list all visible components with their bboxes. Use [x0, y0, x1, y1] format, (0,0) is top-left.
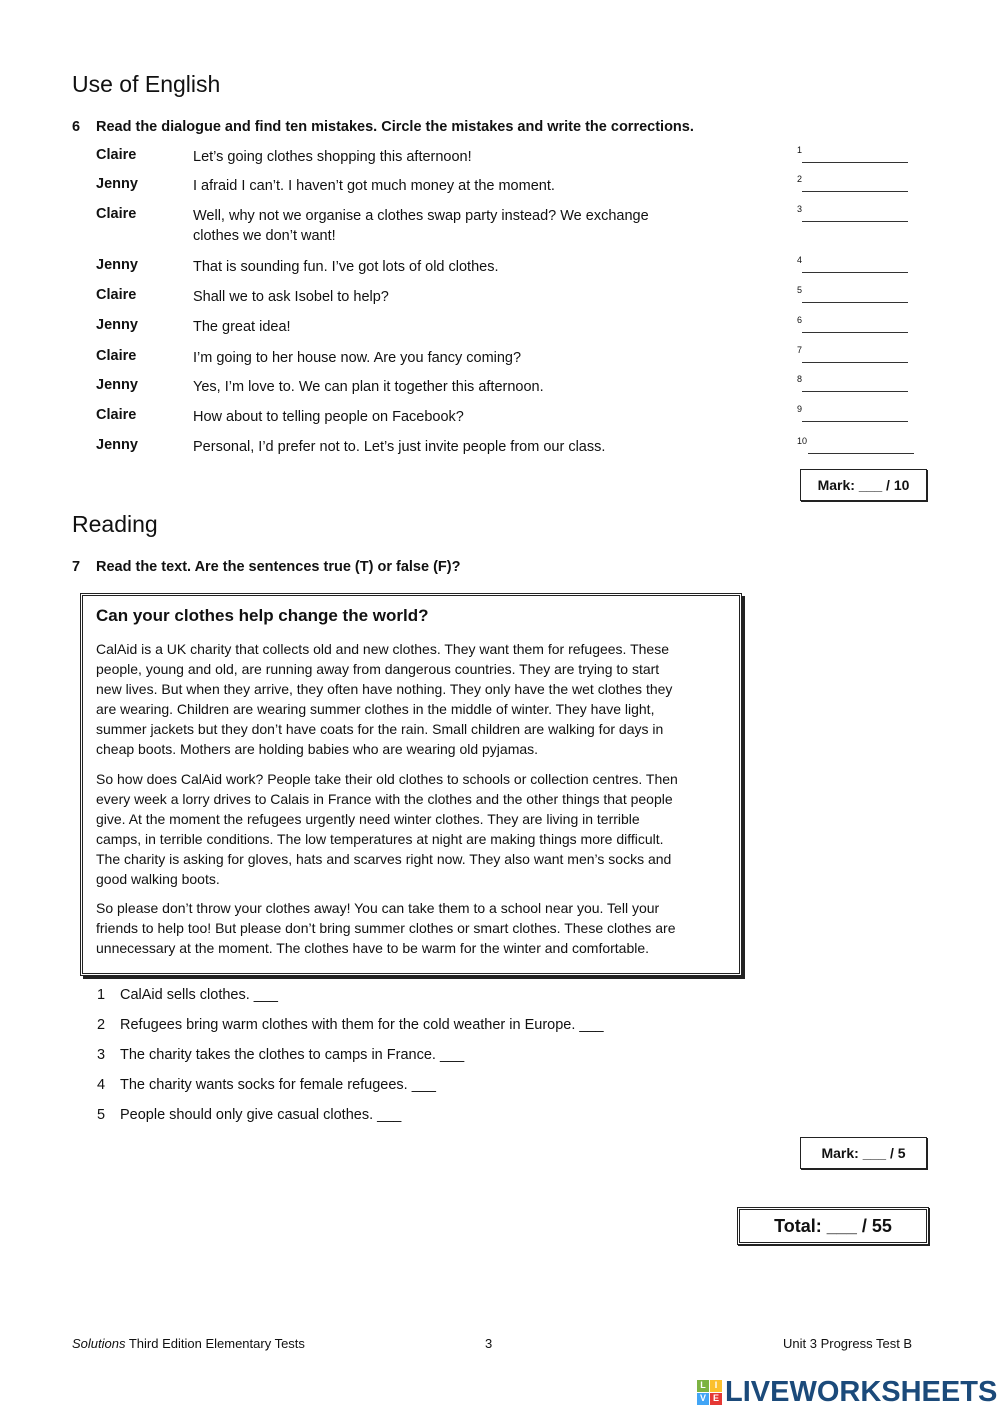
answer-input-line[interactable] — [802, 391, 908, 392]
footer-book-title — [72, 1336, 305, 1351]
total-score-box: Total: ___ / 55 — [737, 1207, 929, 1245]
footer-book-edition: Third Edition Elementary Tests — [125, 1336, 305, 1351]
answer-number: 8 — [797, 374, 803, 384]
answer-input-line[interactable] — [802, 421, 908, 422]
answer-input-line[interactable] — [802, 302, 908, 303]
speaker-name: Jenny — [96, 437, 138, 453]
paragraph-line: CalAid is a UK charity that collects old and new clothes. They want them for refugees. These — [96, 641, 669, 657]
answer-number: 3 — [797, 204, 803, 214]
speaker-name: Jenny — [96, 176, 138, 192]
task-7-number: 7 — [72, 559, 81, 575]
logo-tile: L — [697, 1380, 709, 1392]
answer-number: 10 — [797, 436, 808, 446]
question-number: 3 — [97, 1047, 106, 1063]
logo-tile: V — [697, 1393, 709, 1405]
paragraph-line: So how does CalAid work? People take their old clothes to schools or collection centres. Then — [96, 771, 678, 787]
dialogue-line[interactable]: Well, why not we organise a clothes swap party instead? We exchange — [193, 208, 649, 224]
question-text[interactable]: People should only give casual clothes. ___ — [120, 1107, 402, 1123]
task-6-number: 6 — [72, 119, 81, 135]
answer-input-line[interactable] — [802, 272, 908, 273]
speaker-name: Jenny — [96, 257, 138, 273]
answer-input-line[interactable] — [802, 362, 908, 363]
reading-title: Can your clothes help change the world? — [96, 606, 429, 625]
paragraph-line: friends to help too! But please don’t bring summer clothes or smart clothes. These clothes are — [96, 920, 676, 936]
question-number: 2 — [97, 1017, 106, 1033]
speaker-name: Jenny — [96, 377, 138, 393]
answer-number: 2 — [797, 174, 803, 184]
speaker-name: Claire — [96, 147, 137, 163]
section-heading-reading: Reading — [72, 511, 158, 537]
paragraph-line: summer jackets but they don’t have coats for the rain. Small children are walking for days in — [96, 721, 664, 737]
dialogue-line[interactable]: clothes we don’t want! — [193, 228, 336, 244]
answer-input-line[interactable] — [802, 221, 908, 222]
paragraph-line: new lives. But when they arrive, they often have nothing. They only have the wet clothes they — [96, 681, 673, 697]
paragraph-line: camps, in terrible conditions. The low temperatures at night are making things more difficult. — [96, 831, 664, 847]
dialogue-line[interactable]: That is sounding fun. I’ve got lots of old clothes. — [193, 259, 499, 275]
answer-number: 5 — [797, 285, 803, 295]
logo-text: LIVEWORKSHEETS — [725, 1376, 998, 1408]
answer-number: 7 — [797, 345, 803, 355]
dialogue-line[interactable]: I’m going to her house now. Are you fancy coming? — [193, 350, 522, 366]
paragraph-line: give. At the moment the refugees urgently need winter clothes. They are living in terrible — [96, 811, 640, 827]
paragraph-line: good walking boots. — [96, 871, 220, 887]
answer-number: 4 — [797, 255, 803, 265]
question-text[interactable]: The charity takes the clothes to camps in France. ___ — [120, 1047, 465, 1063]
question-number: 5 — [97, 1107, 106, 1123]
answer-input-line[interactable] — [802, 191, 908, 192]
footer-page-number: 3 — [485, 1336, 493, 1351]
answer-input-line[interactable] — [802, 332, 908, 333]
paragraph-line: So please don’t throw your clothes away! You can take them to a school near you. Tell your — [96, 900, 660, 916]
logo-tile: I — [710, 1380, 722, 1392]
dialogue-line[interactable]: Let’s going clothes shopping this afternoon! — [193, 149, 472, 165]
footer-book-name: Solutions — [72, 1336, 126, 1351]
answer-input-line[interactable] — [808, 453, 914, 454]
paragraph-line: people, young and old, are running away from dangerous countries. They are trying to start — [96, 661, 660, 677]
question-text[interactable]: The charity wants socks for female refugees. ___ — [120, 1077, 436, 1093]
paragraph-line: are wearing. Children are wearing summer clothes in the middle of winter. They have light, — [96, 701, 655, 717]
task-6-instruction: Read the dialogue and find ten mistakes. Circle the mistakes and write the corrections. — [96, 119, 694, 135]
dialogue-line[interactable]: Personal, I’d prefer not to. Let’s just invite people from our class. — [193, 439, 606, 455]
speaker-name: Jenny — [96, 317, 138, 333]
dialogue-line[interactable]: I afraid I can’t. I haven’t got much money at the moment. — [193, 178, 555, 194]
question-text[interactable]: Refugees bring warm clothes with them for the cold weather in Europe. ___ — [120, 1017, 604, 1033]
question-text[interactable]: CalAid sells clothes. ___ — [120, 987, 278, 1003]
dialogue-line[interactable]: The great idea! — [193, 319, 291, 335]
speaker-name: Claire — [96, 348, 137, 364]
section-heading-use-of-english: Use of English — [72, 71, 221, 97]
answer-number: 6 — [797, 315, 803, 325]
speaker-name: Claire — [96, 407, 137, 423]
answer-number: 9 — [797, 404, 803, 414]
answer-number: 1 — [797, 145, 803, 155]
paragraph-line: cheap boots. Mothers are holding babies who are wearing old pyjamas. — [96, 741, 539, 757]
question-number: 4 — [97, 1077, 106, 1093]
mark-box-task-6: Mark: ___ / 10 — [800, 469, 927, 501]
logo-tiles-icon — [697, 1380, 723, 1406]
paragraph-line: unnecessary at the moment. The clothes have to be warm for the winter and comfortable. — [96, 940, 650, 956]
logo-tile: E — [710, 1393, 722, 1405]
question-number: 1 — [97, 987, 106, 1003]
mark-box-task-7: Mark: ___ / 5 — [800, 1137, 927, 1169]
speaker-name: Claire — [96, 287, 137, 303]
speaker-name: Claire — [96, 206, 137, 222]
dialogue-line[interactable]: Shall we to ask Isobel to help? — [193, 289, 389, 305]
paragraph-line: The charity is asking for gloves, hats and scarves right now. They also want men’s socks and — [96, 851, 672, 867]
task-7-instruction: Read the text. Are the sentences true (T) or false (F)? — [96, 559, 461, 575]
footer-unit: Unit 3 Progress Test B — [783, 1336, 913, 1351]
dialogue-line[interactable]: How about to telling people on Facebook? — [193, 409, 464, 425]
paragraph-line: every week a lorry drives to Calais in France with the clothes and the other things that people — [96, 791, 673, 807]
answer-input-line[interactable] — [802, 162, 908, 163]
dialogue-line[interactable]: Yes, I’m love to. We can plan it together this afternoon. — [193, 379, 544, 395]
